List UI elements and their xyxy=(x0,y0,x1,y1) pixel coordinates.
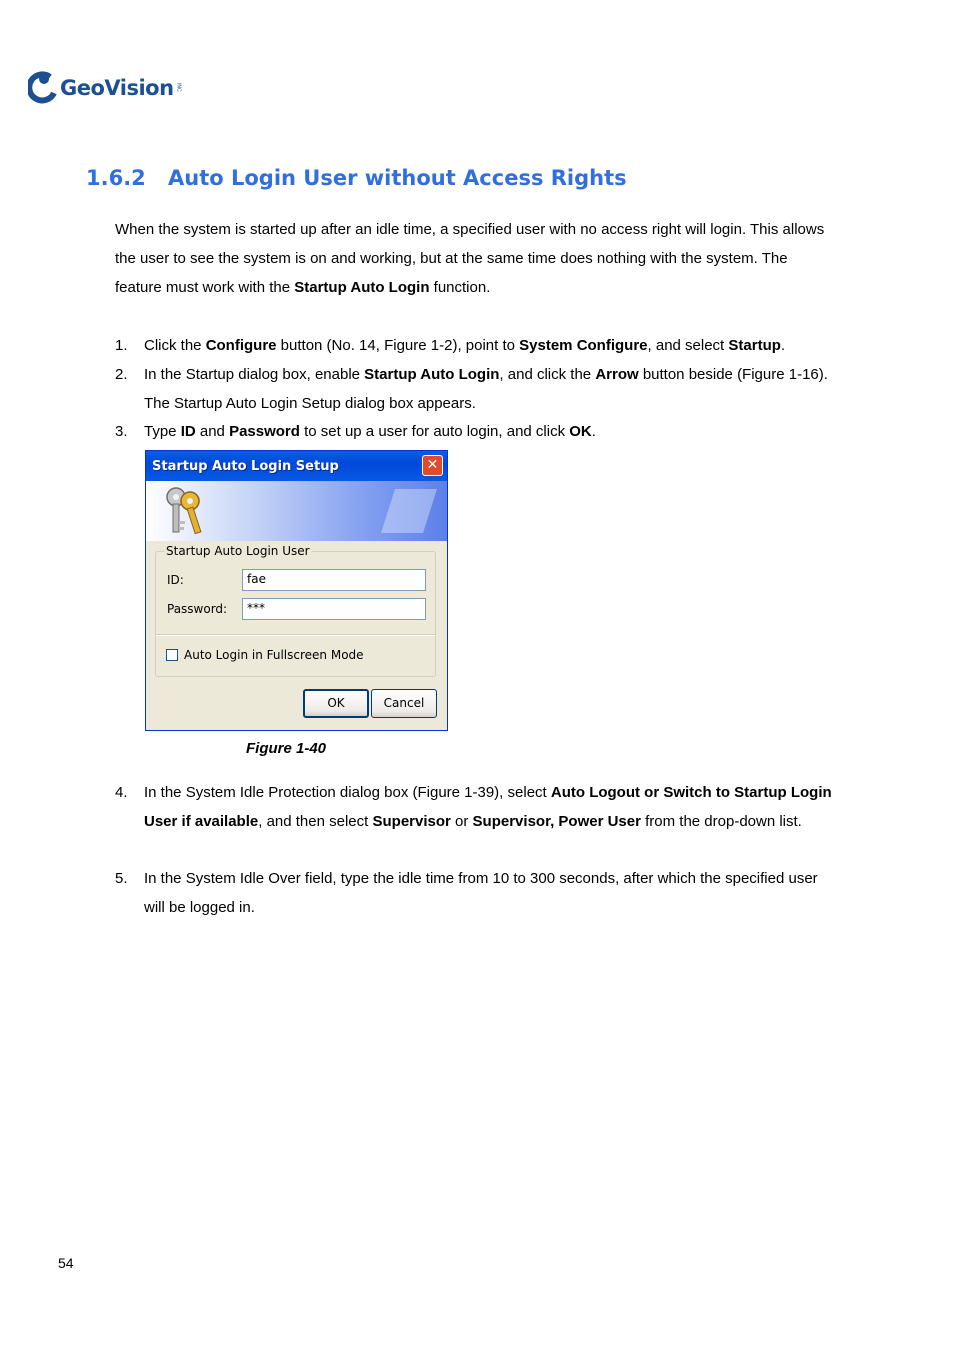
step-number: 4. xyxy=(115,784,128,801)
bold-term: Supervisor, Power User xyxy=(472,813,641,830)
logo-trademark: INC. xyxy=(175,83,182,93)
text-run: In the System Idle Protection dialog box (Figure 1-39), select xyxy=(144,784,551,801)
fullscreen-mode-label[interactable]: Auto Login in Fullscreen Mode xyxy=(184,648,364,662)
text-run: and xyxy=(195,423,230,440)
bold-term: Arrow xyxy=(595,366,639,383)
text-run: , and click the xyxy=(499,366,596,383)
text-run: . xyxy=(591,423,596,440)
step-text xyxy=(144,417,840,446)
step-number: 3. xyxy=(115,423,128,440)
bold-term: Configure xyxy=(205,337,277,354)
section-heading xyxy=(86,166,627,190)
geovision-logo xyxy=(28,68,182,108)
step-4 xyxy=(115,778,840,836)
bold-term: Startup Auto Login xyxy=(364,366,500,383)
step-text xyxy=(144,331,840,360)
banner-watermark xyxy=(375,483,445,541)
geovision-logo-icon xyxy=(28,71,58,105)
step-text xyxy=(144,360,840,418)
ok-button[interactable]: OK xyxy=(303,689,369,718)
step-text xyxy=(144,778,840,836)
step-number: 1. xyxy=(115,337,128,354)
bold-term: System Configure xyxy=(519,337,648,354)
cancel-button[interactable]: Cancel xyxy=(371,689,437,718)
id-input[interactable]: fae xyxy=(242,569,426,591)
bold-term: Auto Logout or Switch to Startup Login User if available xyxy=(144,784,832,830)
text-run: In the Startup dialog box, enable xyxy=(144,366,365,383)
keys-icon xyxy=(162,485,210,537)
text-run: In the System Idle Over field, type the idle time from 10 to 300 seconds, after which the specified user will be logged in. xyxy=(144,870,818,916)
bold-term: Startup xyxy=(728,337,781,354)
text-run: button (No. 14, Figure 1-2), point to xyxy=(276,337,520,354)
password-input[interactable]: *** xyxy=(242,598,426,620)
group-label: Startup Auto Login User xyxy=(166,544,310,558)
bold-term: ID xyxy=(180,423,196,440)
text-run: Click the xyxy=(144,337,206,354)
bold-term: Password xyxy=(229,423,300,440)
text-run: button beside (Figure 1-16). The Startup Auto Login Setup dialog box appears. xyxy=(144,366,828,412)
logo-text: GeoVision xyxy=(60,76,174,100)
step-number: 2. xyxy=(115,366,128,383)
figure-caption: Figure 1-40 xyxy=(246,740,327,757)
step-5 xyxy=(115,864,840,922)
group-divider xyxy=(156,634,435,636)
section-number: 1.6.2 xyxy=(86,166,146,190)
intro-paragraph xyxy=(115,215,835,302)
step-1 xyxy=(115,331,840,360)
bold-term: OK xyxy=(569,423,592,440)
step-text xyxy=(144,864,840,922)
password-label: Password: xyxy=(167,602,228,616)
page-number: 54 xyxy=(58,1255,74,1271)
dialog-banner xyxy=(146,481,447,541)
bold-term: Startup Auto Login xyxy=(294,279,430,296)
close-icon: ✕ xyxy=(426,457,439,473)
fullscreen-mode-checkbox[interactable] xyxy=(166,649,178,661)
id-label: ID: xyxy=(167,573,184,587)
text-run: , and select xyxy=(647,337,729,354)
text-run: . xyxy=(780,337,786,354)
text-run: When the system is started up after an idle time, a specified user with no access right will login. This allows the user to see the system is on and working, but at the same time does nothing with the system. The feature must work with the xyxy=(115,221,825,296)
text-run: or xyxy=(450,813,473,830)
text-run: to set up a user for auto login, and click xyxy=(299,423,570,440)
startup-auto-login-user-group xyxy=(155,544,436,677)
bold-term: Supervisor xyxy=(372,813,451,830)
text-run: Type xyxy=(144,423,181,440)
dialog-title: Startup Auto Login Setup xyxy=(152,458,339,474)
startup-auto-login-setup-dialog xyxy=(145,450,448,731)
step-3 xyxy=(115,417,840,446)
step-2 xyxy=(115,360,840,418)
step-number: 5. xyxy=(115,870,128,887)
text-run: , and then select xyxy=(258,813,373,830)
text-run: function. xyxy=(429,279,491,296)
close-button[interactable] xyxy=(422,455,443,476)
dialog-titlebar[interactable] xyxy=(146,451,447,481)
text-run: from the drop-down list. xyxy=(640,813,802,830)
section-title: Auto Login User without Access Rights xyxy=(168,166,627,190)
